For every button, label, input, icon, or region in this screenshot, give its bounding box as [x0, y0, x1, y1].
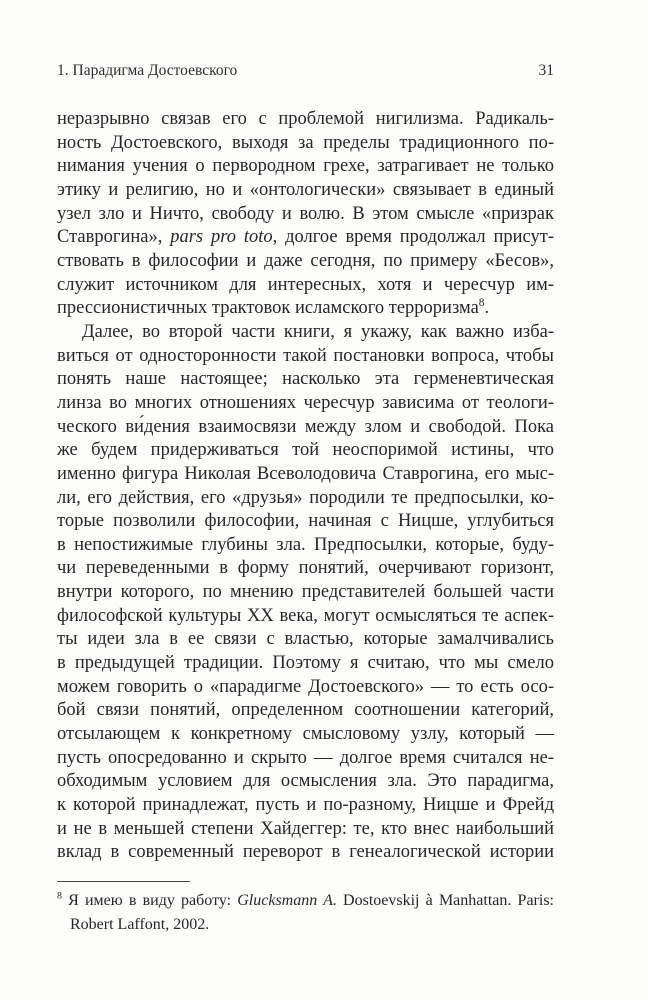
text-segment: Ставрогина», [57, 227, 171, 248]
text-segment: отсылающем к конкретному смысловому узлу, который — [57, 724, 554, 745]
text-segment: нимания учения о первородном грехе, затрагивает не только [57, 156, 554, 177]
text-line [57, 676, 554, 700]
text-line [57, 108, 554, 132]
text-segment: . [484, 298, 490, 319]
text-line [57, 345, 554, 369]
text-segment: торые позволили философии, начиная с Ницше, углубиться [57, 511, 554, 532]
text-line [57, 155, 554, 179]
text-line [57, 132, 554, 156]
text-segment: ли, его действия, его «друзья» породили те предпосылки, ко- [57, 487, 554, 508]
text-segment: ность Достоевского, выходя за пределы традиционного по- [57, 132, 554, 153]
text-segment: Я имею в виду работу: [61, 892, 238, 909]
text-segment: философской культуры XX века, могут осмысляться те аспек- [57, 605, 554, 626]
text-line [57, 628, 554, 652]
text-line [57, 581, 554, 605]
text-segment: узел зло и Ничто, свободу и волю. В этом смысле «призрак [57, 203, 554, 224]
footnote-rule [57, 881, 190, 882]
text-line [57, 723, 554, 747]
chapter-title: 1. Парадигма Достоевского [57, 62, 238, 79]
text-line [57, 463, 554, 487]
text-segment: ты идеи зла в ее связи с властью, которые замалчивались [57, 629, 554, 650]
text-line [57, 557, 554, 581]
text-line [70, 913, 554, 937]
text-segment: , долгое время продолжал присут- [272, 227, 555, 248]
footnote-marker: 8 [478, 297, 485, 310]
text-segment: в непостижимые глубины зла. Предпосылки, которые, буду- [57, 534, 554, 555]
text-segment: же будем придерживаться той неоспоримой истины, что [57, 440, 554, 461]
text-segment: прессионистичных трактовок исламского терроризма [57, 298, 479, 319]
text-line [57, 487, 554, 511]
text-segment: пусть опосредованно и скрыто — долгое время считался не- [57, 747, 554, 768]
page-number: 31 [538, 62, 554, 79]
running-header [57, 61, 554, 81]
text-segment: и не в меньшей степени Хайдеггер: те, кто внес наибольший [57, 818, 554, 839]
text-line [57, 203, 554, 227]
text-segment: виться от односторонности такой постановки вопроса, чтобы [57, 345, 554, 366]
footnote-marker: 8 [57, 890, 62, 902]
text-segment: pars pro toto [170, 227, 273, 248]
text-line [57, 392, 554, 416]
text-segment: можем говорить о «парадигме Достоевского» — то есть осо- [57, 676, 554, 697]
text-line [57, 416, 554, 440]
footnote [57, 889, 554, 936]
text-line [57, 439, 554, 463]
text-segment: неразрывно связав его с проблемой нигилизма. Радикаль- [57, 109, 554, 129]
text-segment: чи переведенными в форму понятий, очерчивают горизонт, [57, 558, 554, 579]
body-text [57, 108, 554, 865]
text-line [57, 510, 554, 534]
text-line [57, 534, 554, 558]
text-line [57, 747, 554, 771]
text-segment: ствовать в философии и даже сегодня, по примеру «Бесов», [57, 250, 554, 271]
text-segment: к которой принадлежат, пусть и по-разному, Ницше и Фрейд [57, 795, 554, 816]
text-line [57, 321, 554, 345]
text-line [57, 770, 554, 794]
text-line [57, 250, 554, 274]
text-segment: именно фигура Николая Всеволодовича Ставрогина, его мыс- [57, 463, 554, 484]
text-segment: бой связи понятий, определенном соотношении категорий, [57, 700, 554, 721]
text-line [57, 179, 554, 203]
text-line [57, 368, 554, 392]
text-line [57, 226, 554, 250]
text-segment: служит источником для интересных, хотя и чересчур им- [57, 274, 554, 295]
text-line [57, 818, 554, 842]
text-line [57, 794, 554, 818]
text-segment: Robert Laffont, 2002. [70, 915, 210, 933]
text-segment: внутри которого, по мнению представителей большей части [57, 582, 554, 603]
text-line [57, 605, 554, 629]
text-segment: этику и религию, но и «онтологически» связывает в единый [57, 179, 554, 200]
text-line [57, 297, 554, 321]
text-line [57, 274, 554, 298]
text-segment: ческого ви́дения взаимосвязи между злом и свободой. Пока [57, 416, 554, 437]
text-segment: Glucksmann A. [237, 892, 337, 909]
text-line [57, 889, 554, 913]
text-line [57, 652, 554, 676]
text-line [57, 699, 554, 723]
text-segment: обходимым условием для осмысления зла. Это парадигма, [57, 771, 554, 792]
text-segment: линза во многих отношениях чересчур зависима от теологи- [57, 392, 554, 413]
text-segment: вклад в современный переворот в генеалогической истории [57, 842, 554, 863]
text-line [57, 841, 554, 865]
text-segment: в предыдущей традиции. Поэтому я считаю, что мы смело [57, 653, 554, 674]
text-segment: Далее, во второй части книги, я укажу, как важно изба- [82, 321, 554, 342]
text-segment: Dostoevskij à Manhattan. Paris: [336, 892, 554, 909]
text-segment: понять наше настоящее; насколько эта герменевтическая [57, 369, 554, 390]
